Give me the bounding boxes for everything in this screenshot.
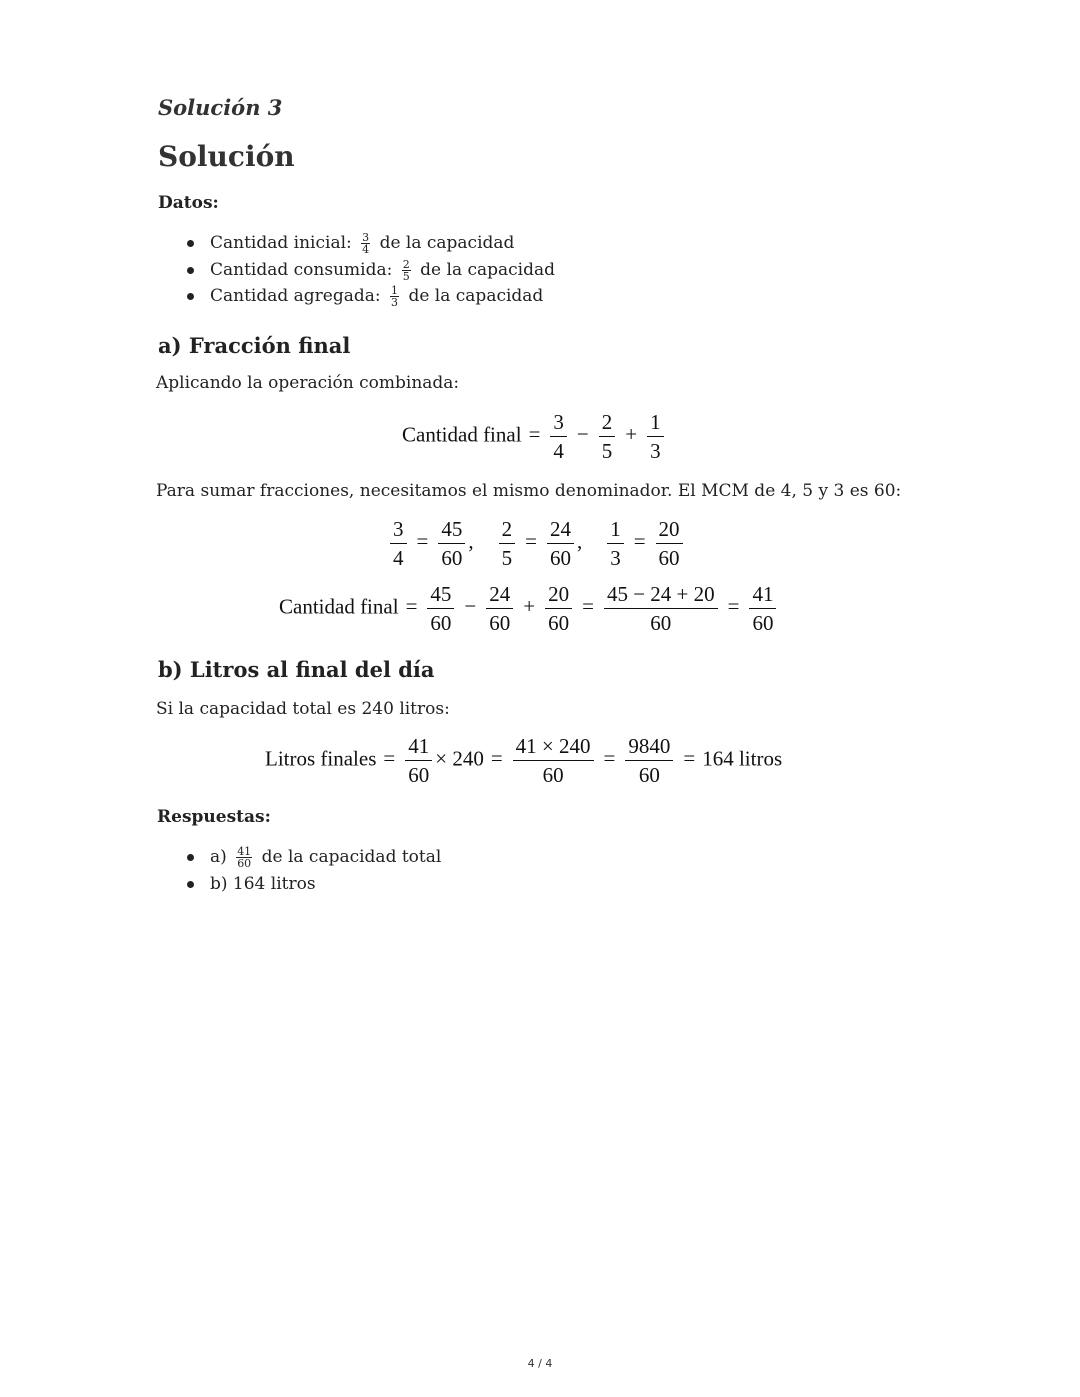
answers-label: Respuestas: xyxy=(157,807,271,827)
list-item: Cantidad consumida: $\frac{2}{5}$ de la capacidad xyxy=(158,257,555,284)
datos-label: Datos: xyxy=(158,193,219,213)
list-item: Cantidad inicial: $\frac{3}{4}$ de la capacidad xyxy=(158,230,555,257)
list-item: b) 164 litros xyxy=(158,871,441,898)
part-b-heading: b) Litros al final del día xyxy=(158,657,435,682)
part-a-intro: Aplicando la operación combinada: xyxy=(156,373,460,393)
fraction: $\frac{1}{3}$ xyxy=(391,284,399,309)
equation-conversions: $\frac{3}{4}$ = $\frac{45}{60}$ , $\frac{2}{5}$ = $\frac{24}{60}$ , $\frac{1}{3}$ = $\frac{20}{60}$ xyxy=(387,517,686,570)
equation-litros-finales: Litros finales = $\frac{41}{60}$ × 240 = $\frac{41 \times 240}{60}$ = $\frac{9840}{60}$ = 164 litros xyxy=(265,734,783,787)
list-item: Cantidad agregada: $\frac{1}{3}$ de la capacidad xyxy=(158,283,555,310)
page-number: 4 / 4 xyxy=(527,1357,553,1370)
equation-final-fraction: Cantidad final = $\frac{45}{60}$ − $\frac{24}{60}$ + $\frac{20}{60}$ = $\frac{45 - 24 + 20}{60}$ = $\frac{41}{60}$ xyxy=(279,582,779,635)
fraction: $\frac{41}{60}$ xyxy=(237,845,252,870)
part-a-heading: a) Fracción final xyxy=(158,333,351,358)
list-item: a) $\frac{41}{60}$ de la capacidad total xyxy=(158,844,441,871)
solution-label: Solución 3 xyxy=(158,95,283,120)
part-b-intro: Si la capacidad total es 240 litros: xyxy=(156,699,450,719)
fraction: $\frac{2}{5}$ xyxy=(402,257,410,283)
answers-list xyxy=(158,844,441,897)
fraction: $\frac{3}{4}$ xyxy=(362,231,370,256)
section-title: Solución xyxy=(158,140,295,173)
datos-list xyxy=(158,230,555,310)
equation-cantidad-final: Cantidad final = $\frac{3}{4}$ − $\frac{2}{5}$ + $\frac{1}{3}$ xyxy=(402,410,667,463)
explanation-text: Para sumar fracciones, necesitamos el mismo denominador. El MCM de 4, 5 y 3 es 60: xyxy=(156,481,902,501)
